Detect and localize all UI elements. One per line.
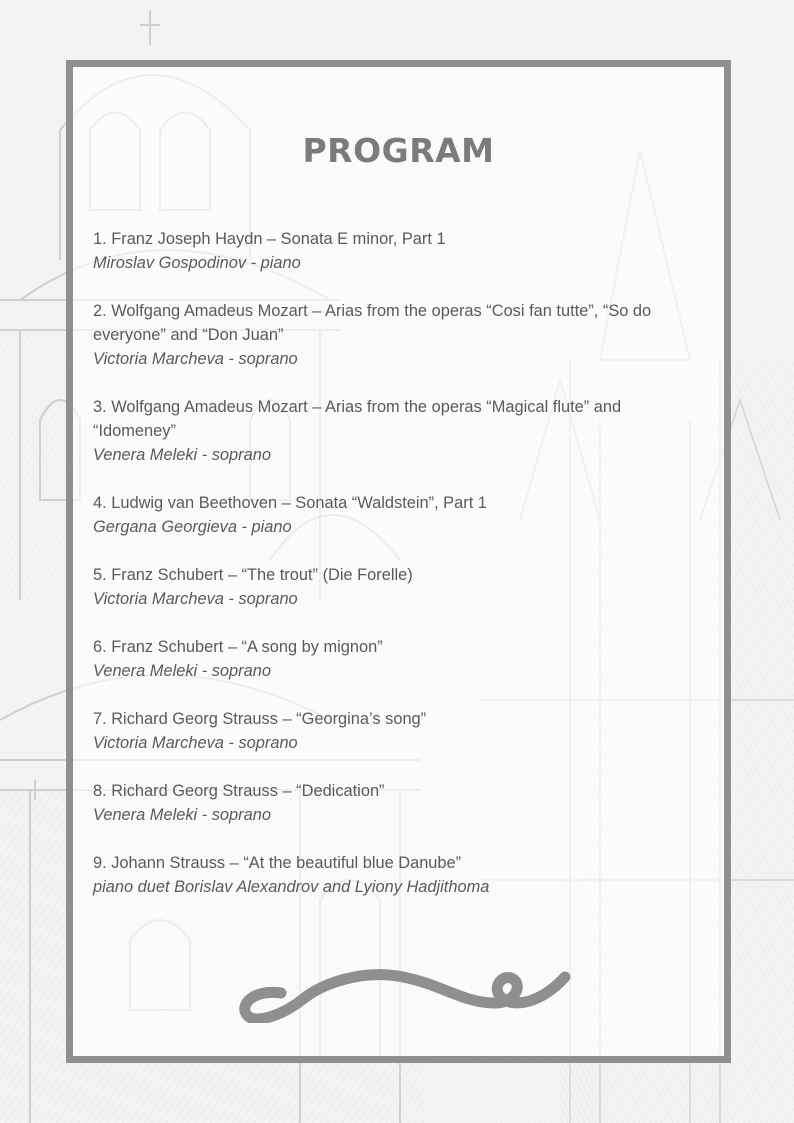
program-item — [93, 851, 673, 899]
program-item — [93, 635, 673, 683]
program-item — [93, 299, 673, 371]
page-title: PROGRAM — [302, 131, 495, 170]
program-item — [93, 395, 673, 467]
swirl-flourish-ornament — [233, 955, 573, 1023]
performer: Victoria Marcheva - soprano — [93, 350, 298, 368]
piece-title: 3. Wolfgang Amadeus Mozart – Arias from the operas “Magical flute” and “Idomeney” — [93, 398, 622, 440]
program-list — [93, 227, 673, 923]
performer: piano duet Borislav Alexandrov and Lyiony Hadjithoma — [93, 878, 490, 896]
performer: Gergana Georgieva - piano — [93, 518, 292, 536]
piece-title: 4. Ludwig van Beethoven – Sonata “Waldstein”, Part 1 — [93, 494, 487, 512]
program-item — [93, 779, 673, 827]
piece-title: 2. Wolfgang Amadeus Mozart – Arias from the operas “Cosi fan tutte”, “So do everyone” and “Don Juan” — [93, 302, 652, 344]
piece-title: 7. Richard Georg Strauss – “Georgina’s song” — [93, 710, 427, 728]
piece-title: 5. Franz Schubert – “The trout” (Die Forelle) — [93, 566, 413, 584]
performer: Miroslav Gospodinov - piano — [93, 254, 301, 272]
program-frame — [66, 60, 731, 1063]
program-item — [93, 563, 673, 611]
program-item — [93, 707, 673, 755]
performer: Venera Meleki - soprano — [93, 806, 271, 824]
performer: Victoria Marcheva - soprano — [93, 590, 298, 608]
piece-title: 6. Franz Schubert – “A song by mignon” — [93, 638, 383, 656]
program-item — [93, 491, 673, 539]
performer: Victoria Marcheva - soprano — [93, 734, 298, 752]
piece-title: 8. Richard Georg Strauss – “Dedication” — [93, 782, 385, 800]
piece-title: 9. Johann Strauss – “At the beautiful blue Danube” — [93, 854, 462, 872]
program-item — [93, 227, 673, 275]
performer: Venera Meleki - soprano — [93, 446, 271, 464]
performer: Venera Meleki - soprano — [93, 662, 271, 680]
piece-title: 1. Franz Joseph Haydn – Sonata E minor, Part 1 — [93, 230, 446, 248]
